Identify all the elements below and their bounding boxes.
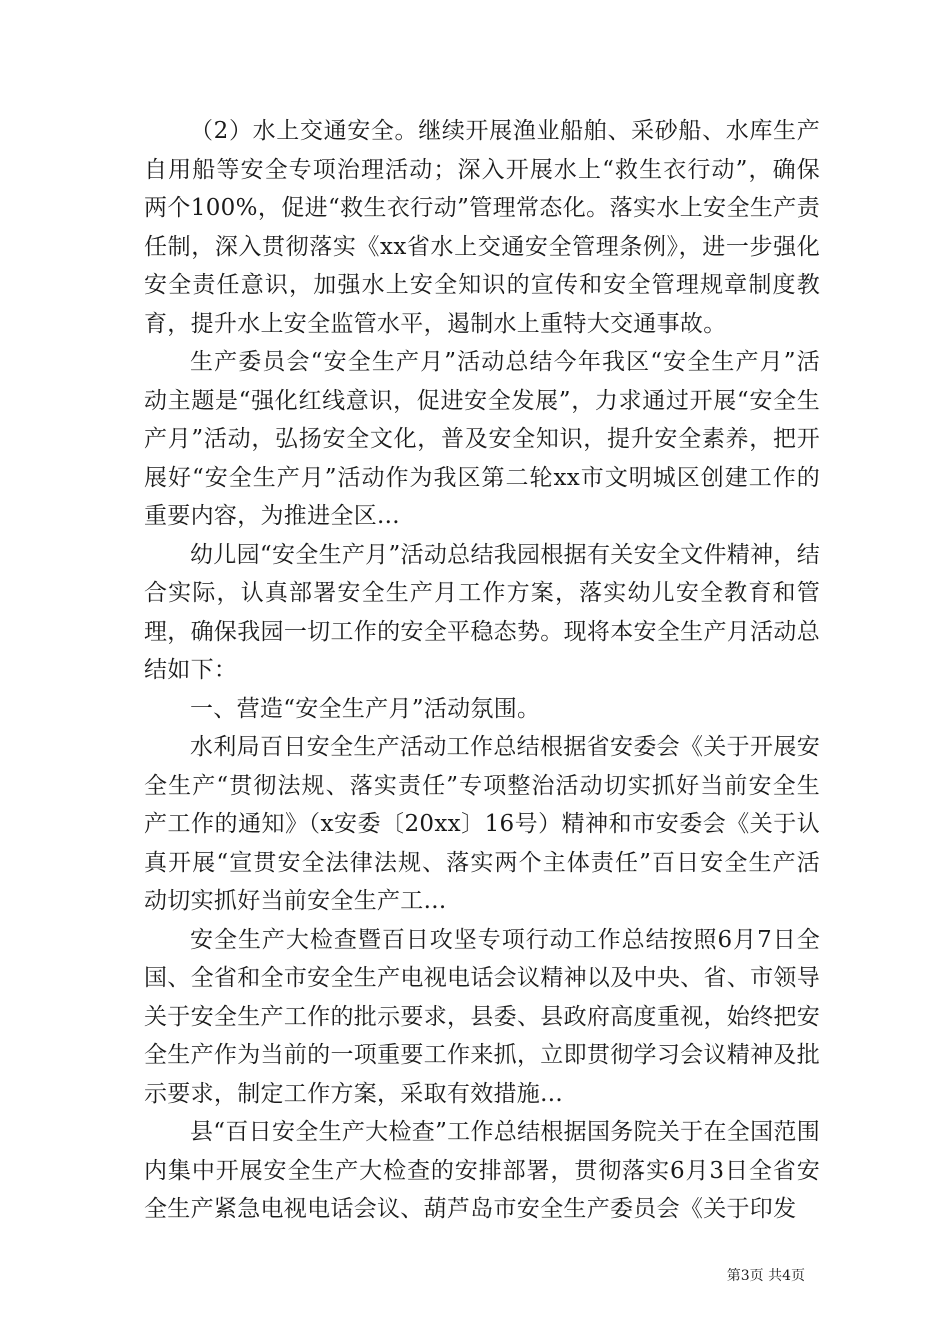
- paragraph-production-committee-summary: 生产委员会“安全生产月”活动总结今年我区“安全生产月”活动主题是“强化红线意识，促进安全发展”，力求通过开展“安全生产月”活动，弘扬安全文化，普及安全知识，提升安全素养，把开展好“安全生产月”活动作为我区第二轮xx市文明城区创建工作的重要内容，为推进全区...: [144, 349, 820, 529]
- paragraph-section-heading: 一、营造“安全生产月”活动氛围。: [190, 695, 541, 722]
- paragraph-inspection-campaign-summary: 安全生产大检查暨百日攻坚专项行动工作总结按照6月7日全国、全省和全市安全生产电视电话会议精神以及中央、省、市领导关于安全生产工作的批示要求，县委、县政府高度重视，始终把安全生产作为当前的一项重要工作来抓，立即贯彻学习会议精神及批示要求，制定工作方案，采取有效措施...: [144, 926, 820, 1107]
- paragraph-water-traffic-safety: （2）水上交通安全。继续开展渔业船舶、采砂船、水库生产自用船等安全专项治理活动；深入开展水上“救生衣行动”，确保两个100%，促进“救生衣行动”管理常态化。落实水上安全生产责任制，深入贯彻落实《xx省水上交通安全管理条例》，进一步强化安全责任意识，加强水上安全知识的宣传和安全管理规章制度教育，提升水上安全监管水平，遏制水上重特大交通事故。: [144, 118, 820, 337]
- paragraph-county-inspection-summary: 县“百日安全生产大检查”工作总结根据国务院关于在全国范围内集中开展安全生产大检查的安排部署，贯彻落实6月3日全省安全生产紧急电视电话会议、葫芦岛市安全生产委员会《关于印发: [144, 1119, 820, 1222]
- page-indicator: 第3页 共4页: [726, 1268, 805, 1284]
- paragraph-water-bureau-summary: 水利局百日安全生产活动工作总结根据省安委会《关于开展安全生产“贯彻法规、落实责任”专项整治活动切实抓好当前安全生产工作的通知》（x安委〔20xx〕16号）精神和市安委会《关于认真开展“宣贯安全法律法规、落实两个主体责任”百日安全生产活动切实抓好当前安全生产工...: [144, 734, 820, 914]
- document-body: [144, 112, 820, 1229]
- paragraph-kindergarten-summary: 幼儿园“安全生产月”活动总结我园根据有关安全文件精神，结合实际，认真部署安全生产月工作方案，落实幼儿安全教育和管理，确保我园一切工作的安全平稳态势。现将本安全生产月活动总结如下：: [144, 541, 820, 683]
